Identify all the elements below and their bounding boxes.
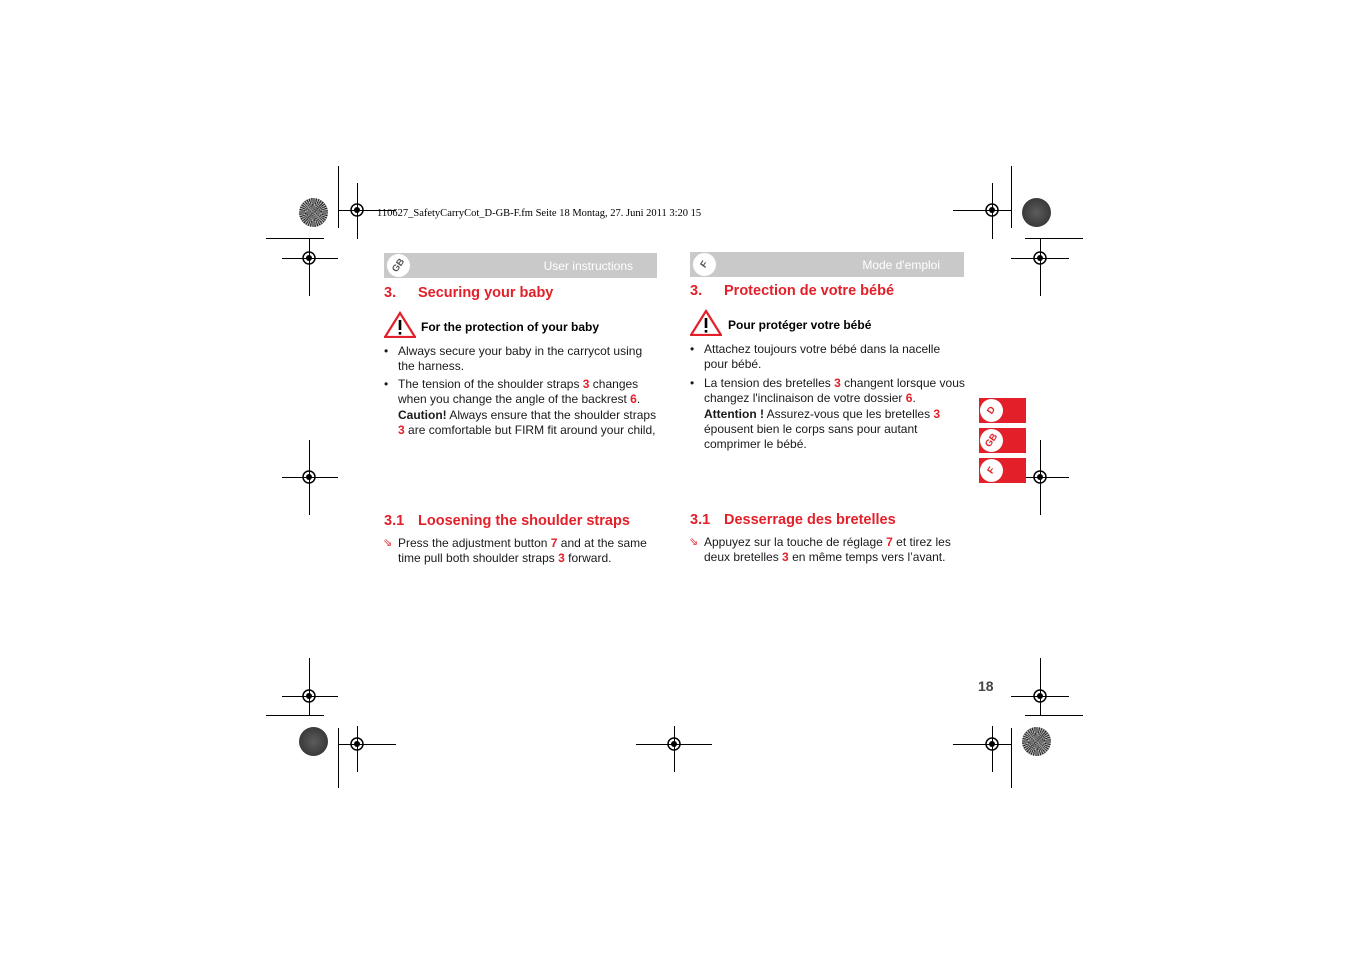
subsection-heading: 3.1 Desserrage des bretelles [690,512,896,528]
warning-title: Pour protéger votre bébé [728,318,872,332]
registration-target-icon [298,247,320,269]
list-item: • The tension of the shoulder straps 3 changes when you change the angle of the backrest 6. Caution! Always ensure that the shoulder straps 3 are comfortable but FIRM fit around your child, [384,377,657,437]
arrow-step-icon: ⇘ [383,537,393,549]
registration-target-icon [1029,685,1051,707]
subsection-heading: 3.1 Loosening the shoulder straps [384,513,630,529]
registration-target-icon [346,199,368,221]
step-item: ⇘ Appuyez sur la touche de réglage 7 et tirez les deux bretelles 3 en même temps vers l’avant. [689,535,951,565]
header-title: Mode d'emploi [862,258,940,272]
registration-target-icon [981,199,1003,221]
registration-target-icon [981,733,1003,755]
section-heading: 3. Protection de votre bébé [690,283,895,299]
starburst-mark-icon [1022,198,1051,227]
language-tab-gb: GB [979,428,1026,453]
language-badge: F [693,253,716,276]
starburst-mark-icon [299,198,328,227]
section-heading: 3. Securing your baby [384,285,554,301]
header-bar-gb [384,253,657,278]
starburst-mark-icon [299,727,328,756]
registration-target-icon [346,733,368,755]
step-item: ⇘ Press the adjustment button 7 and at the same time pull both shoulder straps 3 forward. [383,536,647,566]
list-item: • La tension des bretelles 3 changent lorsque vous changez l'inclinaison de votre dossier 6. Attention ! Assurez-vous que les bretelles 3 épousent bien le corps sans pour autant comprimer le bébé. [690,376,965,452]
starburst-mark-icon [1022,727,1051,756]
warning-triangle-icon [690,309,722,336]
language-tab-f: F [979,458,1026,483]
list-item: • Attachez toujours votre bébé dans la nacelle pour bébé. [690,342,941,372]
registration-target-icon [298,466,320,488]
registration-target-icon [298,685,320,707]
registration-target-icon [1029,247,1051,269]
header-title: User instructions [543,259,633,273]
file-info: 110627_SafetyCarryCot_D-GB-F.fm Seite 18 Montag, 27. Juni 2011 3:20 15 [377,208,702,219]
registration-target-icon [1029,466,1051,488]
arrow-step-icon: ⇘ [689,536,699,548]
header-bar-f [690,252,964,277]
page-number: 18 [978,678,994,694]
language-badge: GB [387,254,410,277]
registration-target-icon [663,733,685,755]
warning-title: For the protection of your baby [421,320,600,334]
warning-triangle-icon [384,311,416,338]
list-item: • Always secure your baby in the carrycot using the harness. [384,344,643,374]
language-tab-d: D [979,398,1026,423]
